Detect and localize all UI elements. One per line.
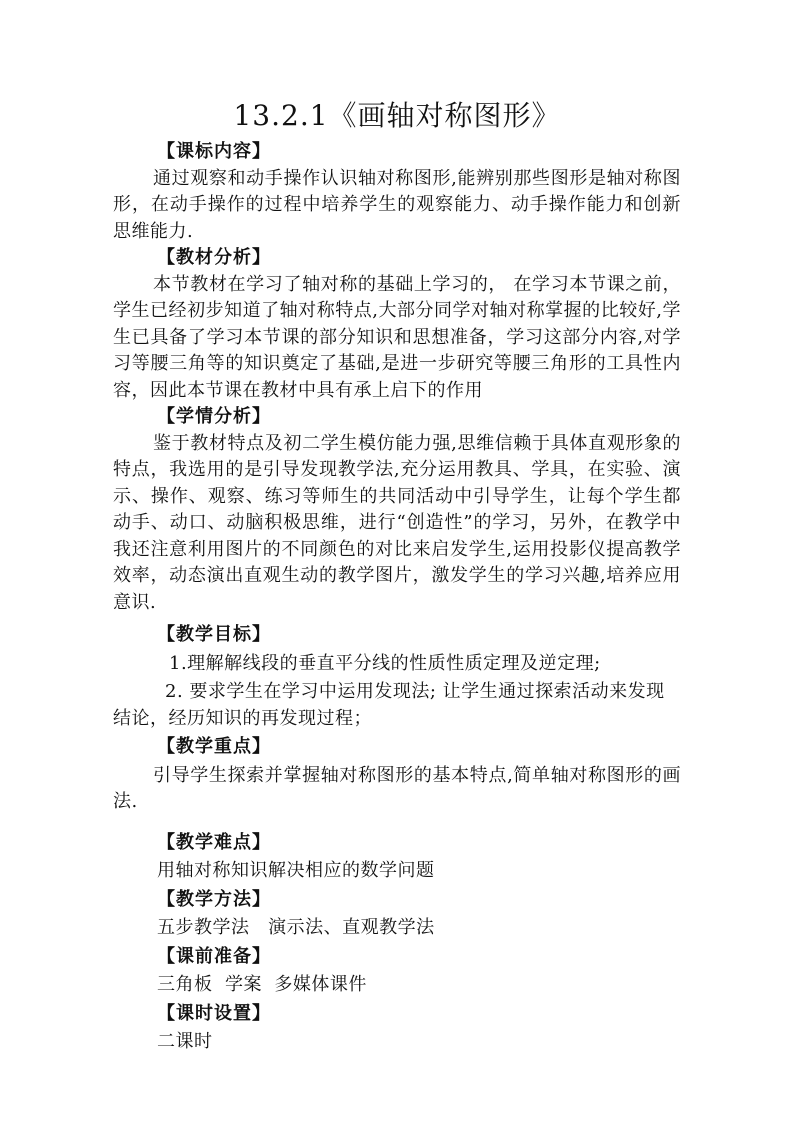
goal-item-1: 1.理解解线段的垂直平分线的性质性质定理及逆定理; (169, 652, 601, 674)
section-text-students: 鉴于教材特点及初二学生模仿能力强,思维信赖于具体直观形象的特点，我选用的是引导发现教学法,充分运用教具、学具，在实验、演示、操作、观察、练习等师生的共同活动中引导学生，让每个学生都动手、动口、动脑积极思维，进行“创造性”的学习，另外，在教学中我还注意利用图片的不同颜色的对比来启发学生,运用投影仪提高教学效率，动态演出直观生动的教学图片，激发学生的学习兴趣,培养应用意识. (113, 432, 681, 613)
section-heading-students: 【学情分析】 (157, 406, 271, 427)
document-body (113, 139, 681, 1056)
section-heading-difficulties: 【教学难点】 (157, 831, 271, 853)
section-heading-schedule: 【课时设置】 (157, 1002, 271, 1024)
section-text-preparation: 三角板 学案 多媒体课件 (157, 974, 367, 995)
section-text-methods: 五步教学法 演示法、直观教学法 (157, 917, 435, 938)
section-text-key-points: 引导学生探索并掌握轴对称图形的基本特点,简单轴对称图形的画法. (113, 764, 681, 812)
section-heading-textbook: 【教材分析】 (157, 247, 271, 268)
section-heading-methods: 【教学方法】 (157, 888, 271, 910)
page-title: 13.2.1《画轴对称图形》 (233, 99, 561, 132)
section-text-textbook: 本节教材在学习了轴对称的基础上学习的， 在学习本节课之前，学生已经初步知道了轴对称特点,大部分同学对轴对称掌握的比较好,学生已具备了学习本节课的部分知识和思想准备，学习这部分内容,对学习等腰三角等的知识奠定了基础,是进一步研究等腰三角形的工具性内容，因此本节课在教材中具有承上启下的作用 (113, 273, 681, 401)
goal-item-2: 2. 要求学生在学习中运用发现法; 让学生通过探索活动来发现结论，经历知识的再发现过程； (113, 681, 665, 729)
section-heading-goals: 【教学目标】 (157, 624, 271, 645)
section-heading-key-points: 【教学重点】 (157, 736, 271, 757)
section-heading-preparation: 【课前准备】 (157, 945, 271, 967)
section-text-schedule: 二课时 (157, 1031, 213, 1052)
section-text-difficulties: 用轴对称知识解决相应的数学问题 (157, 860, 435, 881)
section-text-standard: 通过观察和动手操作认识轴对称图形,能辨别那些图形是轴对称图形，在动手操作的过程中培养学生的观察能力、动手操作能力和创新思维能力. (113, 167, 681, 242)
section-heading-standard: 【课标内容】 (157, 141, 271, 162)
